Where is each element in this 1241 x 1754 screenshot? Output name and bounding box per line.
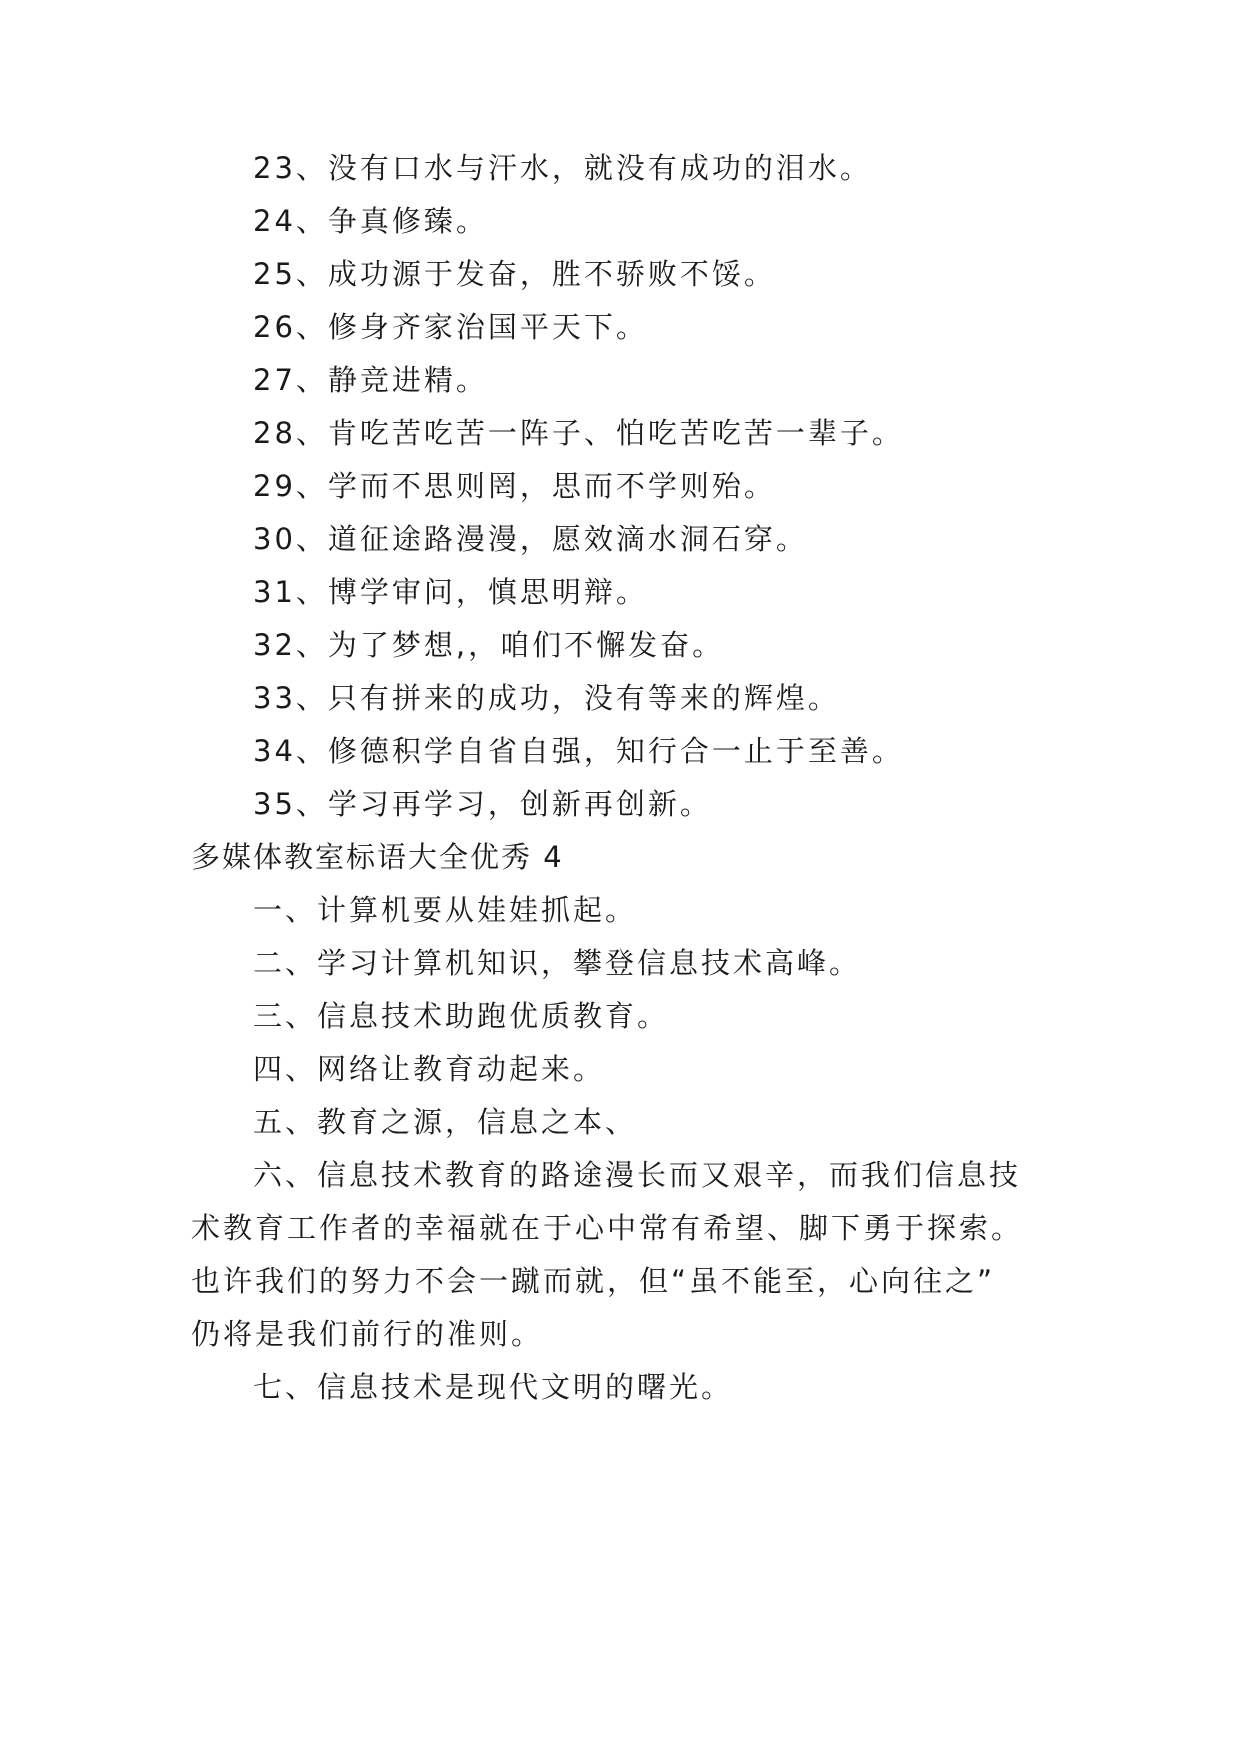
paragraph-line: 仍将是我们前行的准则。: [191, 1317, 544, 1351]
list-item: 29、学而不思则罔，思而不学则殆。: [253, 469, 776, 503]
list-item: 31、博学审问，慎思明辩。: [253, 575, 648, 609]
list-item: 23、没有口水与汗水，就没有成功的泪水。: [253, 151, 872, 185]
list-item: 28、肯吃苦吃苦一阵子、怕吃苦吃苦一辈子。: [253, 416, 904, 450]
section-title: 多媒体教室标语大全优秀 4: [191, 840, 564, 874]
list-item: 35、学习再学习，创新再创新。: [253, 787, 712, 821]
list-item: 30、道征途路漫漫，愿效滴水洞石穿。: [253, 522, 808, 556]
list-item: 26、修身齐家治国平天下。: [253, 310, 648, 344]
list-item: 七、信息技术是现代文明的曙光。: [253, 1370, 734, 1404]
list-item: 四、网络让教育动起来。: [253, 1052, 606, 1086]
list-item: 五、教育之源，信息之本、: [253, 1105, 638, 1139]
list-item: 二、学习计算机知识，攀登信息技术高峰。: [253, 946, 862, 980]
list-item: 25、成功源于发奋，胜不骄败不馁。: [253, 257, 776, 291]
list-item: 33、只有拼来的成功，没有等来的辉煌。: [253, 681, 840, 715]
paragraph-line: 六、信息技术教育的路途漫长而又艰辛，而我们信息技: [253, 1158, 1022, 1192]
paragraph-line: 术教育工作者的幸福就在于心中常有希望、脚下勇于探索。: [191, 1211, 1024, 1245]
list-item: 27、静竞进精。: [253, 363, 488, 397]
list-item: 一、计算机要从娃娃抓起。: [253, 893, 638, 927]
list-item: 34、修德积学自省自强，知行合一止于至善。: [253, 734, 904, 768]
list-item: 32、为了梦想,，咱们不懈发奋。: [253, 628, 725, 662]
list-item: 三、信息技术助跑优质教育。: [253, 999, 670, 1033]
paragraph-line: 也许我们的努力不会一蹴而就，但“虽不能至，心向往之”: [191, 1264, 996, 1298]
list-item: 24、争真修臻。: [253, 204, 488, 238]
